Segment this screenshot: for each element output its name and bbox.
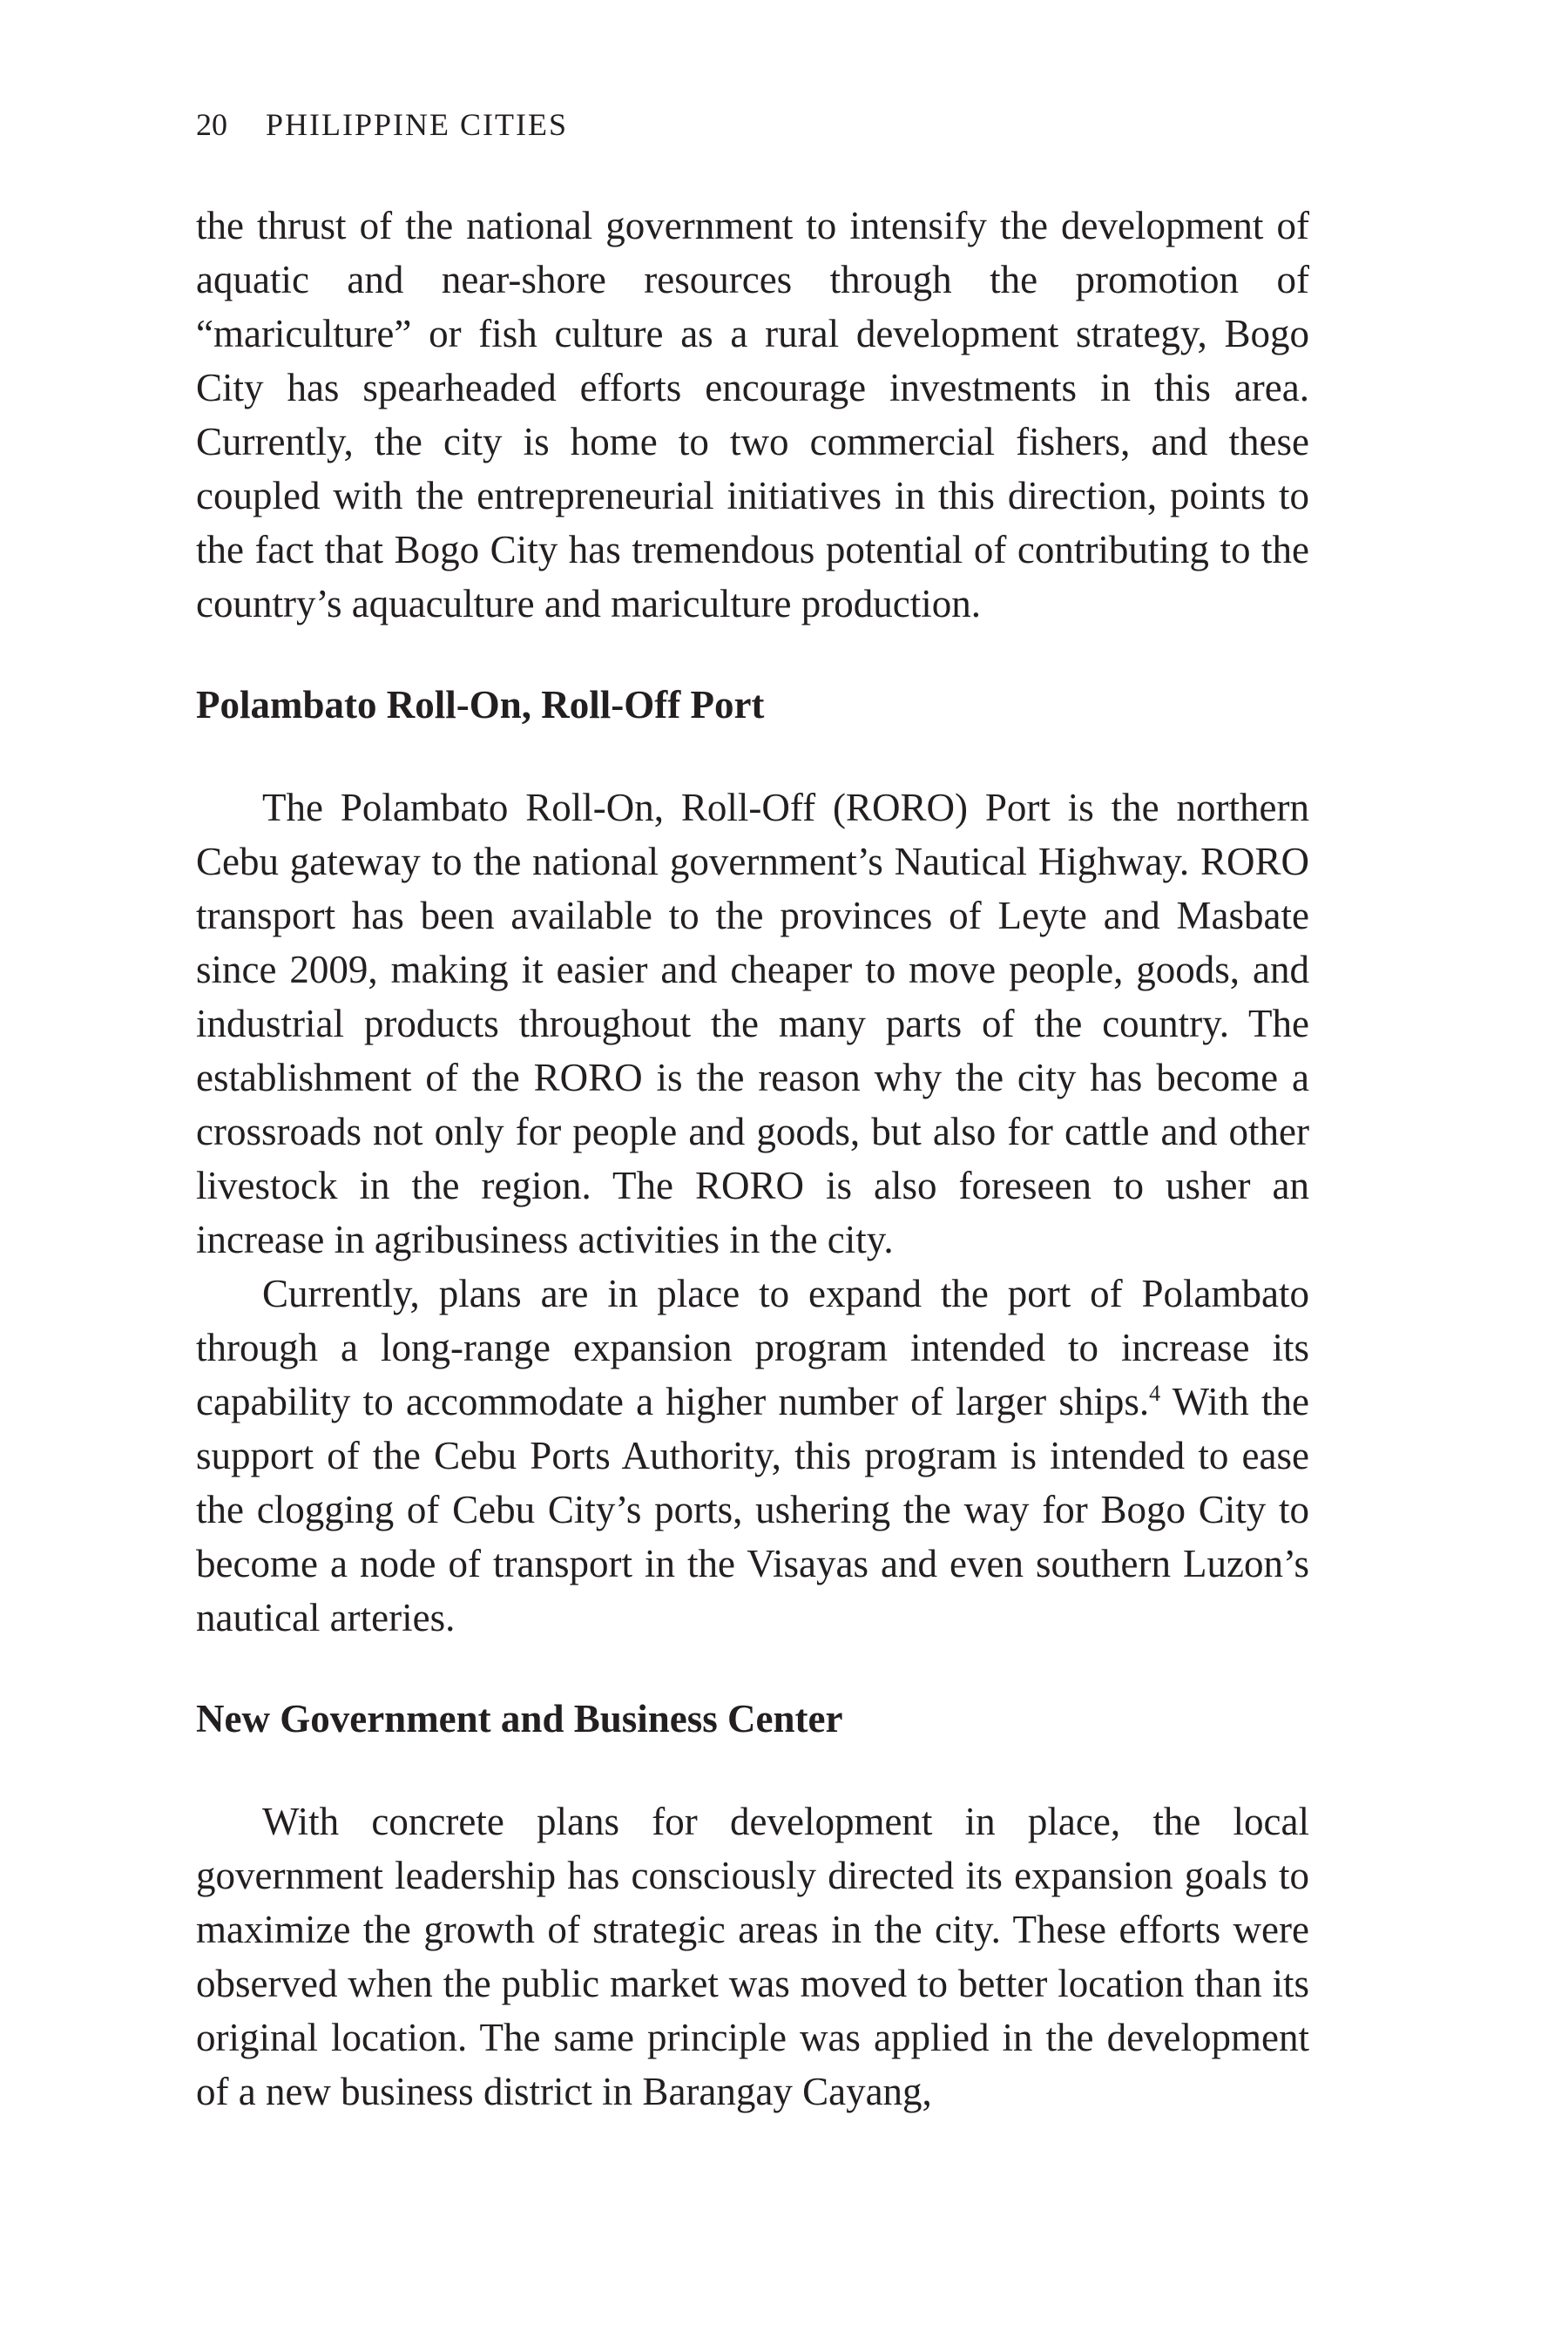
running-title: PHILIPPINE CITIES [266,107,568,142]
footnote-marker[interactable]: 4 [1149,1381,1161,1406]
book-page [196,103,1309,2119]
running-header [196,103,1309,146]
port-paragraph-1: The Polambato Roll-On, Roll-Off (RORO) Port is the northern Cebu gateway to the national government’s Nautical Highway. RORO transport has been available to the provinces of Leyte and Masbate since 2009, making it easier and cheaper to move people, goods, and industrial products throughout the many parts of the country. The establishment of the RORO is the reason why the city has become a crossroads not only for people and goods, but also for cattle and other livestock in the region. The RORO is also foreseen to usher an increase in agribusiness activities in the city. [196,786,1309,1261]
port-paragraph-2 [196,1267,1309,1645]
port-section-heading: Polambato Roll-On, Roll-Off Port [196,683,765,727]
intro-paragraph: the thrust of the national government to intensify the development of aquatic and near-shore resources through the promotion of “mariculture” or fish culture as a rural development strategy, Bogo City has spearheaded efforts encourage investments in this area. Currently, the city is home to two commercial fishers, and these coupled with the entrepreneurial initiatives in this direction, points to the fact that Bogo City has tremendous potential of contributing to the country’s aquaculture and mariculture production. [196,204,1309,625]
port-paragraph-2-text-b: With the support of the Cebu Ports Authority, this program is intended to ease the clogging of Cebu City’s ports, ushering the way for Bogo City to become a node of transport in the Visayas and even southern Luzon’s nautical arteries. [196,1380,1309,1639]
port-paragraph-2-text-a: Currently, plans are in place to expand the port of Polambato through a long-range expansion program intended to increase its capability to accommodate a higher number of larger ships. [196,1272,1309,1423]
page-number: 20 [196,107,227,142]
center-paragraph-1: With concrete plans for development in place, the local government leadership has consciously directed its expansion goals to maximize the growth of strategic areas in the city. These efforts were observed when the public market was moved to better location than its original location. The same principle was applied in the development of a new business district in Barangay Cayang, [196,1800,1309,2113]
center-section-heading: New Government and Business Center [196,1697,843,1740]
